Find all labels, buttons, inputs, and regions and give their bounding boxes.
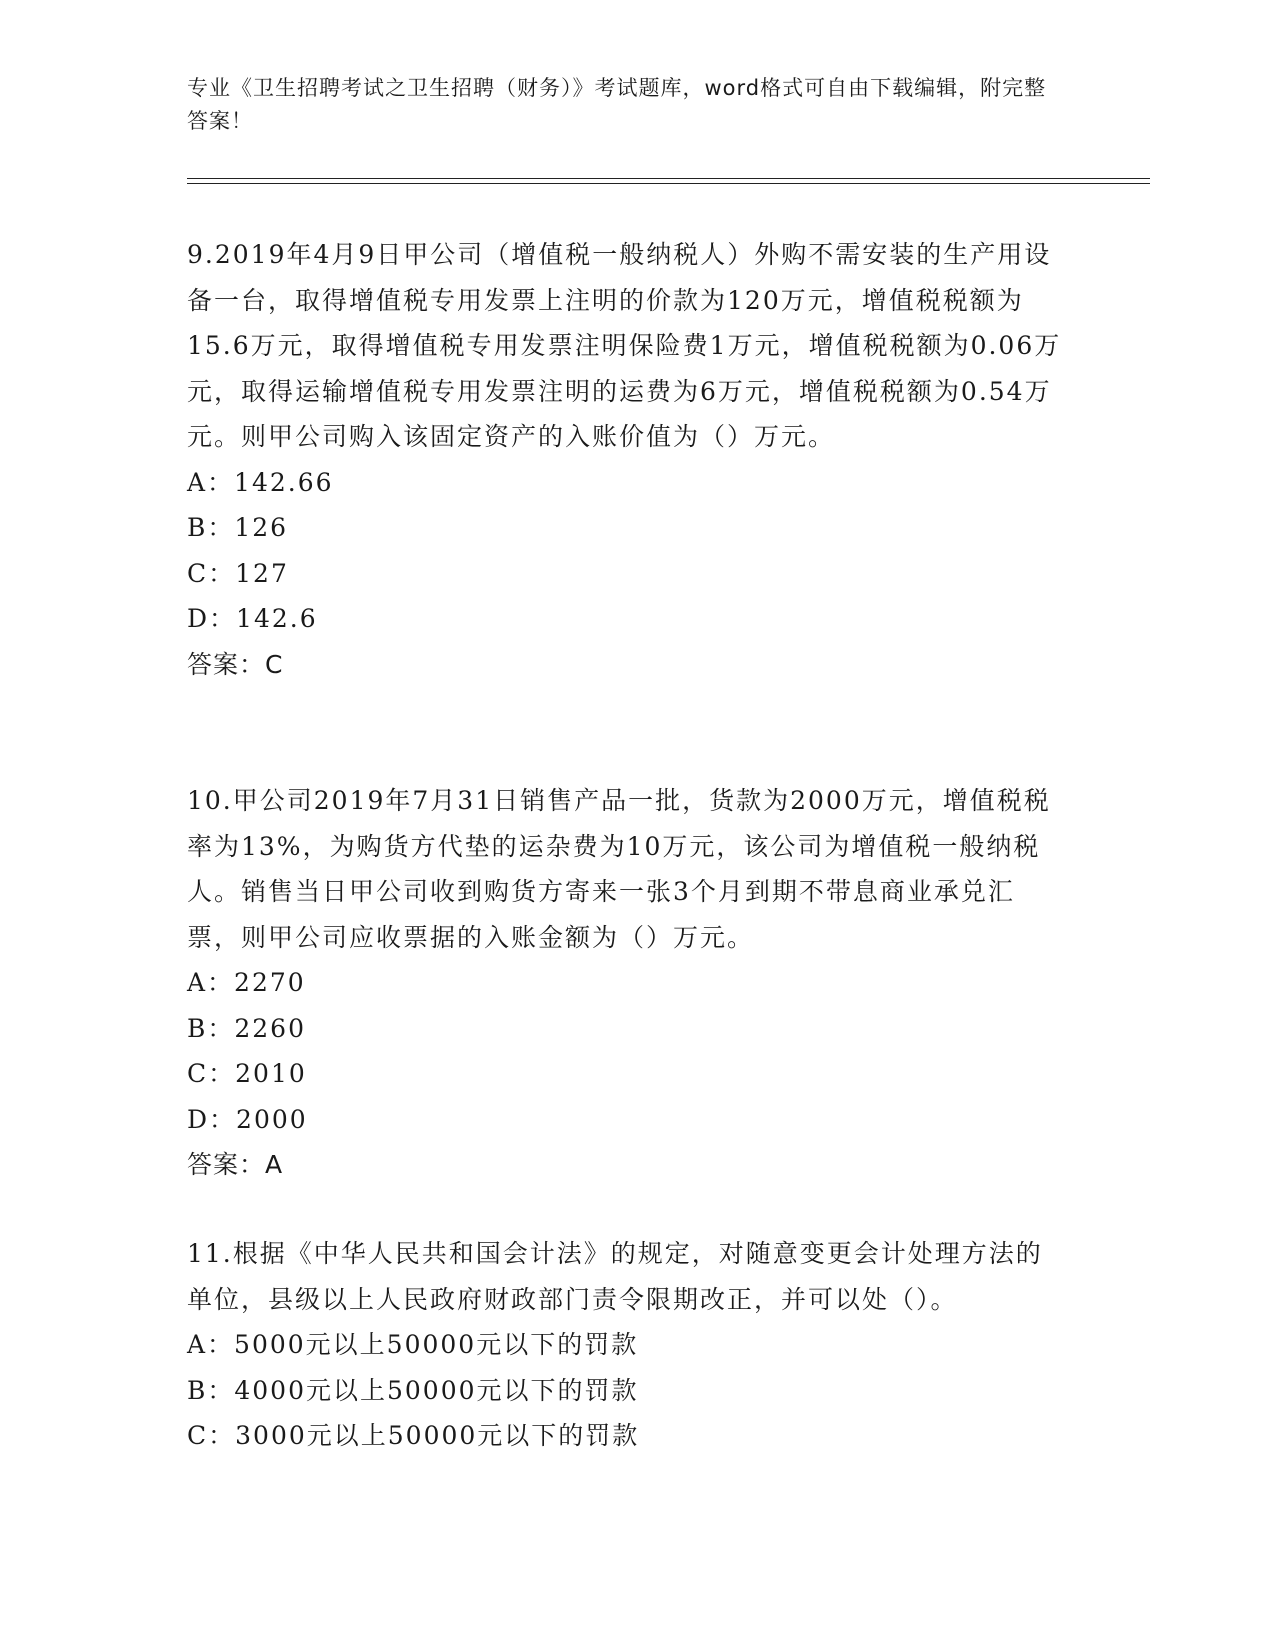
option-c: C：2010 [187,1059,307,1088]
header-divider-top [187,178,1150,179]
question-10 [187,778,1067,1188]
question-stem: 9.2019年4月9日甲公司（增值税一般纳税人）外购不需安装的生产用设备一台，取得增值税专用发票上注明的价款为120万元，增值税税额为15.6万元，取得增值税专用发票注明保险费1万元，增值税税额为0.06万元，取得运输增值税专用发票注明的运费为6万元，增值税税额为0.54万元。则甲公司购入该固定资产的入账价值为（）万元。 [187,240,1062,451]
option-b: B：2260 [187,1013,306,1043]
answer-line: 答案：A [187,1150,284,1179]
question-stem: 10.甲公司2019年7月31日销售产品一批，货款为2000万元，增值税税率为13%，为购货方代垫的运杂费为10万元，该公司为增值税一般纳税人。销售当日甲公司收到购货方寄来一张3个月到期不带息商业承兑汇票，则甲公司应收票据的入账金额为（）万元。 [187,786,1051,952]
question-9 [187,232,1067,687]
answer-line: 答案：C [187,649,284,679]
option-d: D：2000 [187,1104,308,1134]
option-b: B：4000元以上50000元以下的罚款 [187,1375,639,1405]
header-divider-bottom [187,183,1150,184]
question-11 [187,1231,1067,1459]
option-c: C：3000元以上50000元以下的罚款 [187,1421,640,1450]
option-a: A：142.66 [187,467,334,497]
option-d: D：142.6 [187,604,318,633]
option-a: A：2270 [187,968,306,997]
option-c: C：127 [187,558,289,588]
option-b: B：126 [187,513,289,542]
document-header: 专业《卫生招聘考试之卫生招聘（财务）》考试题库，word格式可自由下载编辑，附完整答案！ [187,76,1047,133]
option-a: A：5000元以上50000元以下的罚款 [187,1330,639,1359]
question-stem: 11.根据《中华人民共和国会计法》的规定，对随意变更会计处理方法的单位，县级以上人民政府财政部门责令限期改正，并可以处（）。 [187,1239,1043,1314]
